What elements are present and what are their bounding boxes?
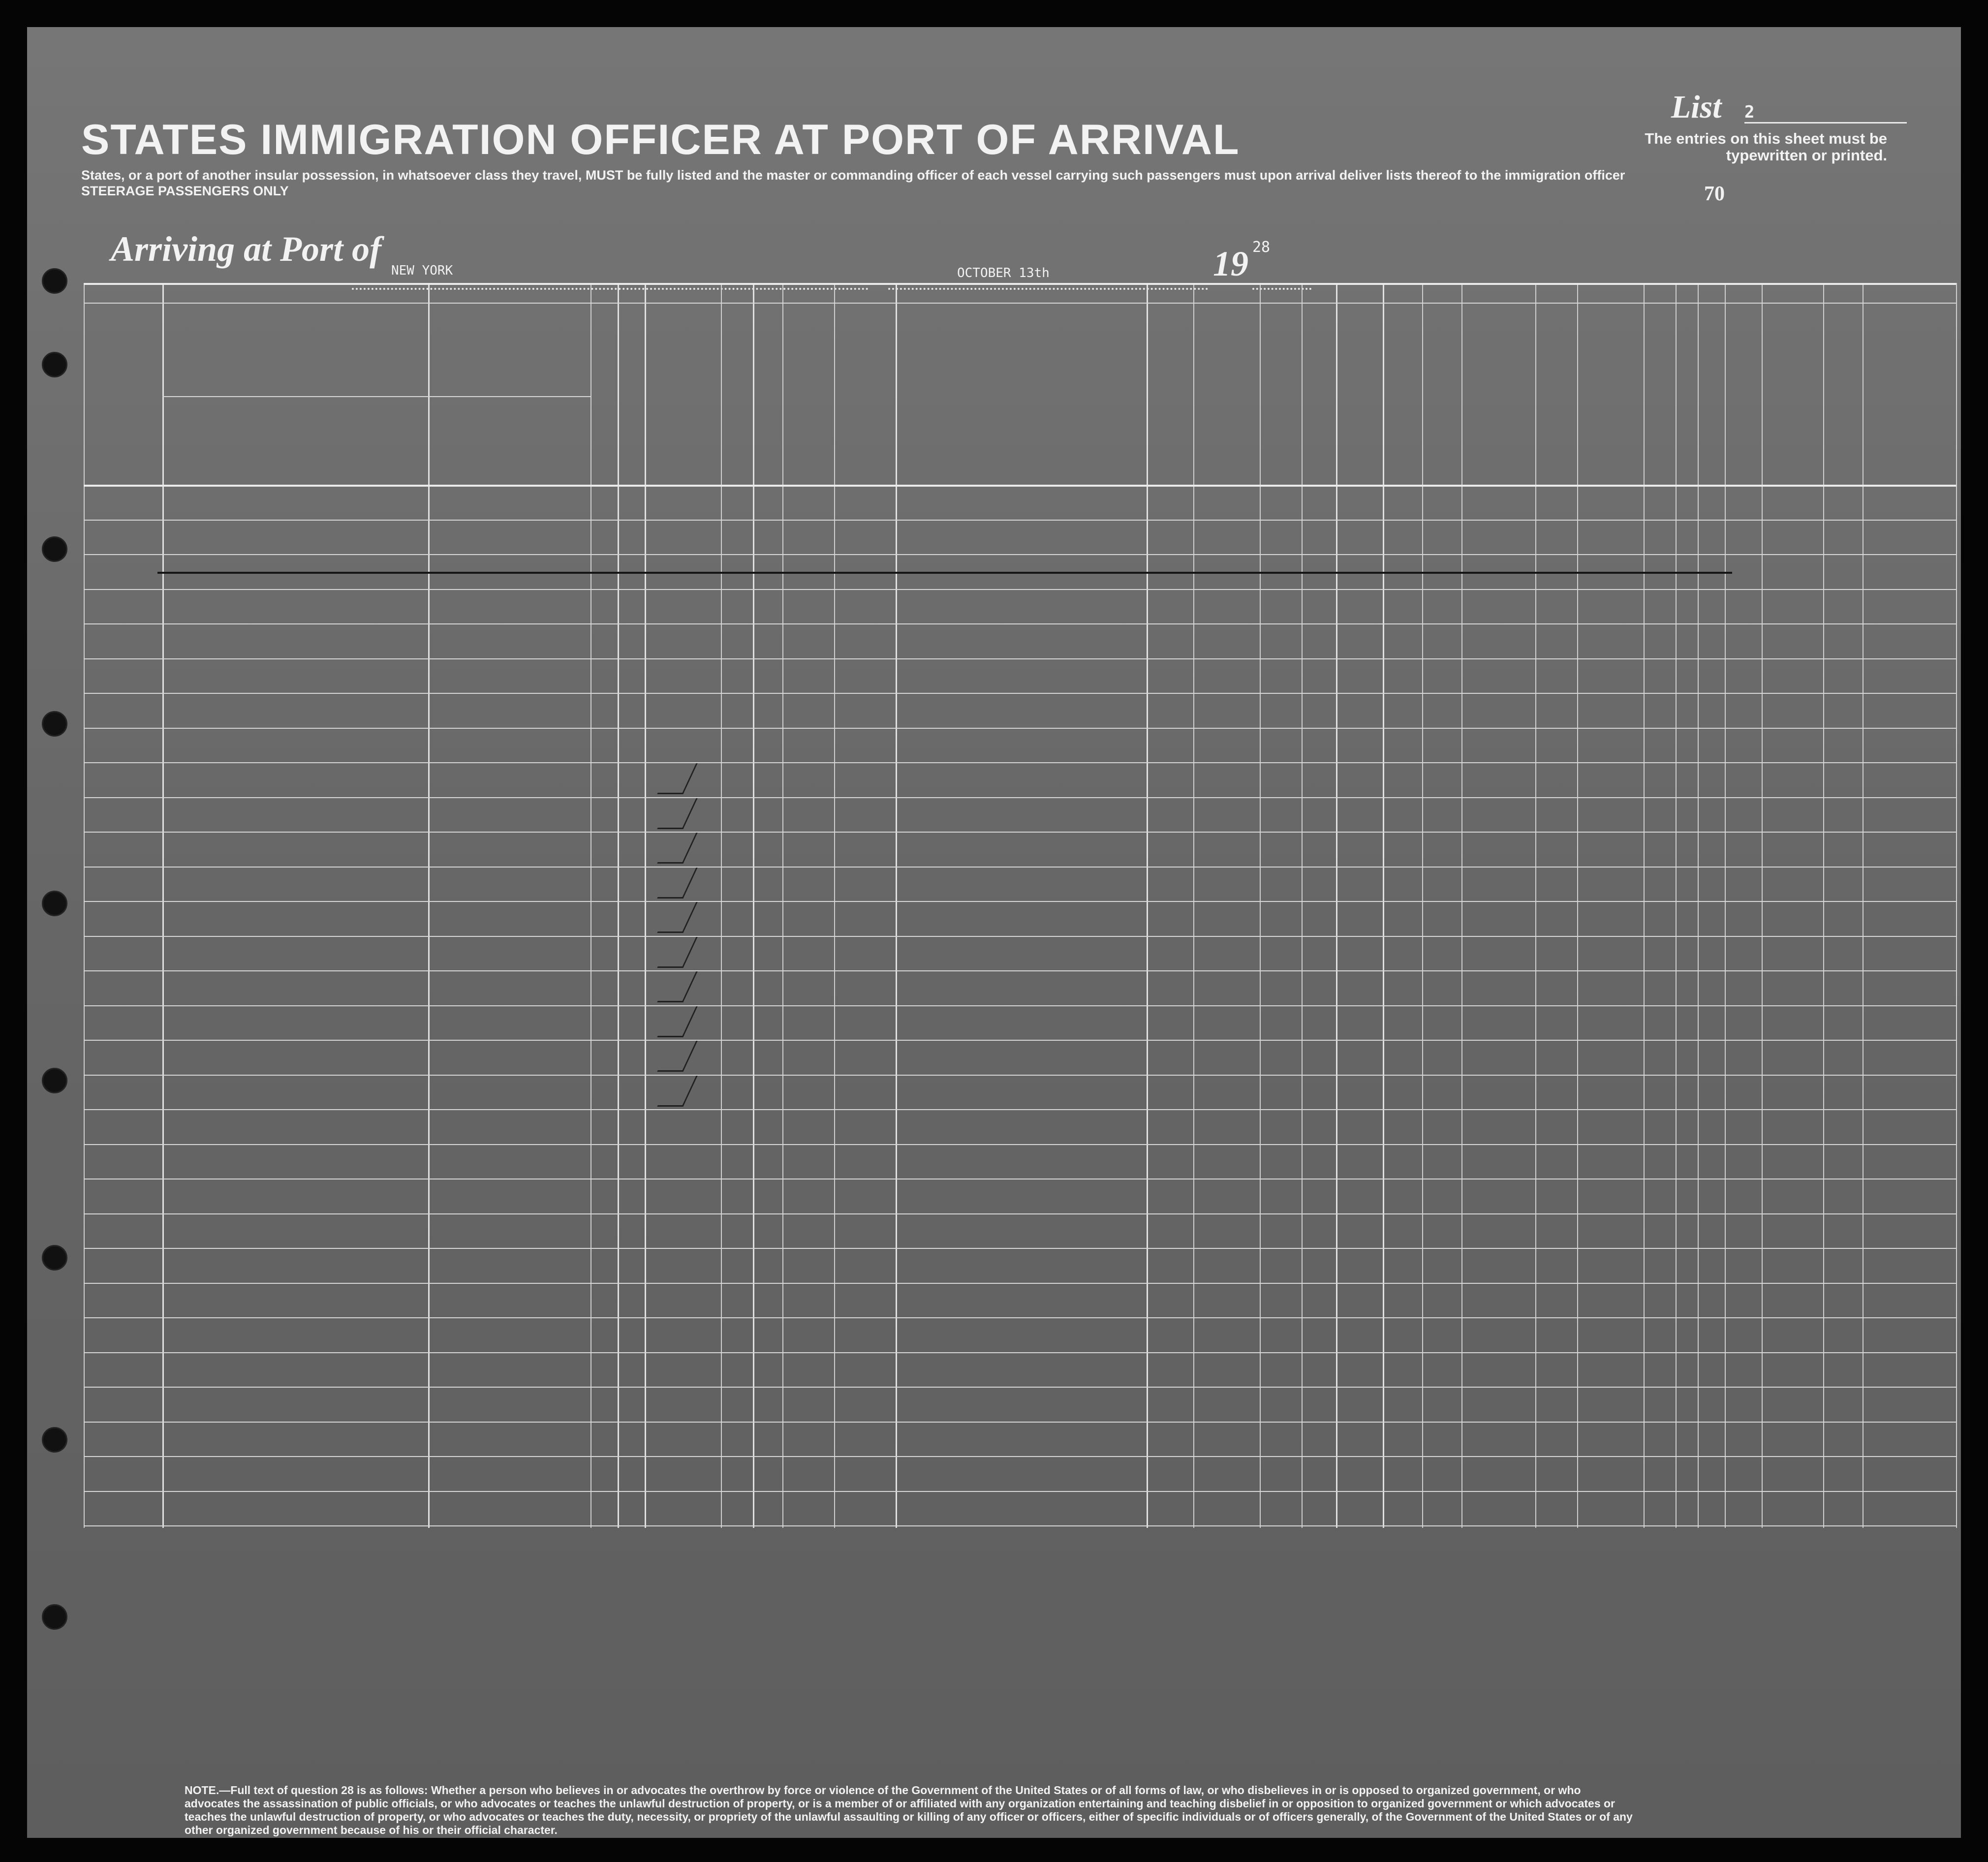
column-rule	[782, 283, 783, 1528]
check-mark	[657, 937, 697, 968]
manifest-sheet	[27, 27, 1961, 1838]
row-rule	[84, 658, 1956, 659]
port-value: NEW YORK	[391, 263, 453, 278]
list-label: List	[1671, 89, 1722, 125]
steerage-note: STEERAGE PASSENGERS ONLY	[81, 184, 289, 198]
binder-hole	[42, 711, 67, 737]
column-rule	[1762, 283, 1763, 1528]
column-rule	[1535, 283, 1536, 1528]
row-rule	[84, 970, 1956, 971]
column-rule	[1577, 283, 1578, 1528]
binder-hole	[42, 352, 67, 377]
row-rule	[84, 1075, 1956, 1076]
column-rule	[1147, 283, 1148, 1528]
column-rule	[1461, 283, 1462, 1528]
column-rule	[1956, 283, 1957, 1528]
row-rule	[84, 1283, 1956, 1284]
year-prefix: 19	[1213, 244, 1248, 283]
binder-hole	[42, 536, 67, 562]
row-rule	[84, 867, 1956, 868]
check-mark	[657, 798, 697, 829]
column-rule	[834, 283, 835, 1528]
column-rule	[1193, 283, 1194, 1528]
row-rule	[84, 762, 1956, 763]
check-mark	[657, 1041, 697, 1072]
row-rule	[84, 1317, 1956, 1318]
column-rule	[1336, 283, 1337, 1528]
column-rule	[1260, 283, 1261, 1528]
row-rule	[84, 1109, 1956, 1110]
check-mark	[657, 833, 697, 864]
row-rule	[84, 1491, 1956, 1492]
column-rule	[84, 283, 85, 1528]
row-rule	[84, 901, 1956, 902]
column-rule	[753, 283, 754, 1528]
column-rule	[1698, 283, 1699, 1528]
instructions-text: States, or a port of another insular possession, in whatsoever class they travel, MUST be fully listed and the master or commanding officer of each vessel carrying such passengers must upon arrival deliver lists thereof to the immigration officer	[81, 168, 1625, 183]
column-rule	[1302, 283, 1303, 1528]
strike-line	[157, 572, 1732, 574]
year-suffix: 28	[1252, 239, 1271, 256]
binder-hole	[42, 1068, 67, 1093]
header-bottom-rule	[84, 485, 1956, 487]
instructions	[81, 167, 1631, 199]
row-rule	[84, 1040, 1956, 1041]
row-rule	[84, 693, 1956, 694]
binder-hole	[42, 891, 67, 916]
row-rule	[84, 936, 1956, 937]
column-rule	[1823, 283, 1824, 1528]
column-rule	[721, 283, 722, 1528]
column-rule	[1422, 283, 1423, 1528]
column-rule	[1863, 283, 1864, 1528]
page-title: STATES IMMIGRATION OFFICER AT PORT OF ARRIVAL	[81, 116, 1240, 163]
column-rule	[618, 283, 619, 1528]
row-rule	[84, 520, 1956, 521]
column-rule	[1644, 283, 1645, 1528]
row-rule	[84, 1248, 1956, 1249]
list-number-box	[1671, 89, 1907, 126]
column-rule	[590, 283, 591, 1528]
row-rule	[84, 832, 1956, 833]
row-rule	[84, 1456, 1956, 1457]
check-mark	[657, 1076, 697, 1107]
arriving-label: Arriving at Port of	[111, 229, 382, 269]
row-rule	[84, 623, 1956, 624]
row-rule	[84, 1144, 1956, 1145]
subheader-rule	[162, 396, 590, 397]
column-rule	[896, 283, 897, 1528]
entries-note: The entries on this sheet must be typewritten or printed.	[1645, 130, 1887, 164]
row-rule	[84, 797, 1956, 798]
binder-hole	[42, 268, 67, 294]
row-rule	[84, 1422, 1956, 1423]
row-rule	[84, 1005, 1956, 1006]
row-rule	[84, 1352, 1956, 1353]
page-number: 70	[1704, 183, 1725, 205]
row-rule	[84, 1213, 1956, 1214]
check-mark	[657, 763, 697, 794]
row-rule	[84, 728, 1956, 729]
list-number: 2	[1744, 102, 1907, 124]
table-top-rule	[84, 283, 1956, 285]
column-rule	[1725, 283, 1726, 1528]
column-rule	[645, 283, 646, 1528]
column-rule	[428, 283, 430, 1528]
footnote: NOTE.—Full text of question 28 is as follows: Whether a person who believes in or advocates the overthrow by force or violence of the Government of the United States or of all forms of law, or who disbelieves in or is opposed to organized government, or who advocates the assassination of public officials, or who advocates or teaches the unlawful destruction of property, or is a member of or affiliated with any organization entertaining and teaching disbelief in or opposition to organized government or which advocates or teaches the unlawful destruction of property, or who advocates or teaches the duty, necessity, or propriety of the unlawful assaulting or killing of any officer or officers, either of specific individuals or of officers generally, of the Government of the United States or of any other organized government because of his or their official character.	[185, 1784, 1633, 1836]
column-rule	[162, 283, 164, 1528]
row-rule	[84, 1387, 1956, 1388]
row-rule	[84, 1525, 1956, 1526]
column-rule	[1383, 283, 1384, 1528]
check-mark	[657, 902, 697, 933]
check-mark	[657, 1006, 697, 1037]
row-rule	[84, 554, 1956, 555]
binder-hole	[42, 1427, 67, 1453]
check-mark	[657, 868, 697, 899]
column-number-rule	[84, 303, 1956, 304]
column-rule	[1676, 283, 1677, 1528]
binder-hole	[42, 1604, 67, 1630]
date-value: OCTOBER 13th	[957, 266, 1050, 280]
binder-hole	[42, 1245, 67, 1271]
row-rule	[84, 589, 1956, 590]
manifest-table	[84, 283, 1956, 1528]
check-mark	[657, 971, 697, 1002]
